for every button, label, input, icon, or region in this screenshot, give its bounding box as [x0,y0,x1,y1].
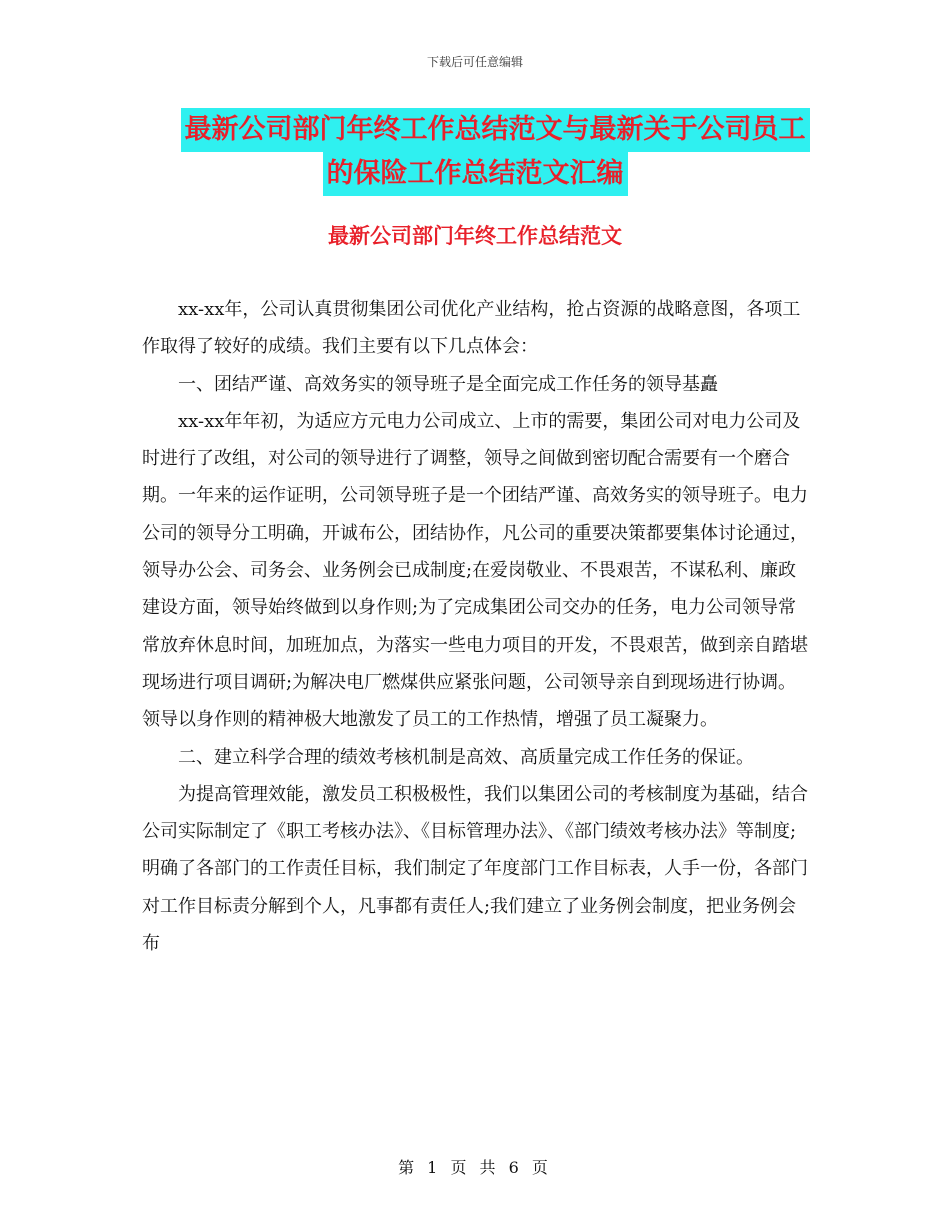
paragraph: xx-xx年，公司认真贯彻集团公司优化产业结构，抢占资源的战略意图，各项工作取得了较好的成绩。我们主要有以下几点体会： [142,299,801,358]
page-footer: 第 1 页 共 6 页 [398,1158,552,1177]
paragraph: 为提高管理效能，激发员工积极极性，我们以集团公司的考核制度为基础，结合公司实际制定了《职工考核办法》、《目标管理办法》、《部门绩效考核办法》等制度;明确了各部门的工作责任目标，我们制定了年度部门工作目标表，人手一份，各部门对工作目标责分解到个人，凡事都有责任人;我们建立了业务例会制度，把业务例会布 [142,783,808,955]
section-subtitle: 最新公司部门年终工作总结范文 [328,223,622,248]
paragraph: xx-xx年年初，为适应方元电力公司成立、上市的需要，集团公司对电力公司及时进行了改组，对公司的领导进行了调整，领导之间做到密切配合需要有一个磨合期。一年来的运作证明，公司领导班子是一个团结严谨、高效务实的领导班子。电力公司的领导分工明确，开诚布公，团结协作，凡公司的重要决策都要集体讨论通过，领导办公会、司务会、业务例会已成制度;在爱岗敬业、不畏艰苦，不谋私利、廉政建设方面，领导始终做到以身作则;为了完成集团公司交办的任务，电力公司领导常常放弃休息时间，加班加点，为落实一些电力项目的开发，不畏艰苦，做到亲自踏堪现场进行项目调研;为解决电厂燃煤供应紧张问题，公司领导亲自到现场进行协调。领导以身作则的精神极大地激发了员工的工作热情，增强了员工凝聚力。 [142,410,808,731]
title-line-2: 的保险工作总结范文汇编 [323,152,628,196]
document-title [0,108,950,196]
paragraph: 一、团结严谨、高效务实的领导班子是全面完成工作任务的领导基矗 [178,373,718,395]
body-text [142,291,814,962]
header-note: 下载后可任意编辑 [426,55,523,69]
paragraph: 二、建立科学合理的绩效考核机制是高效、高质量完成工作任务的保证。 [178,746,754,768]
title-line-1: 最新公司部门年终工作总结范文与最新关于公司员工 [181,108,810,152]
